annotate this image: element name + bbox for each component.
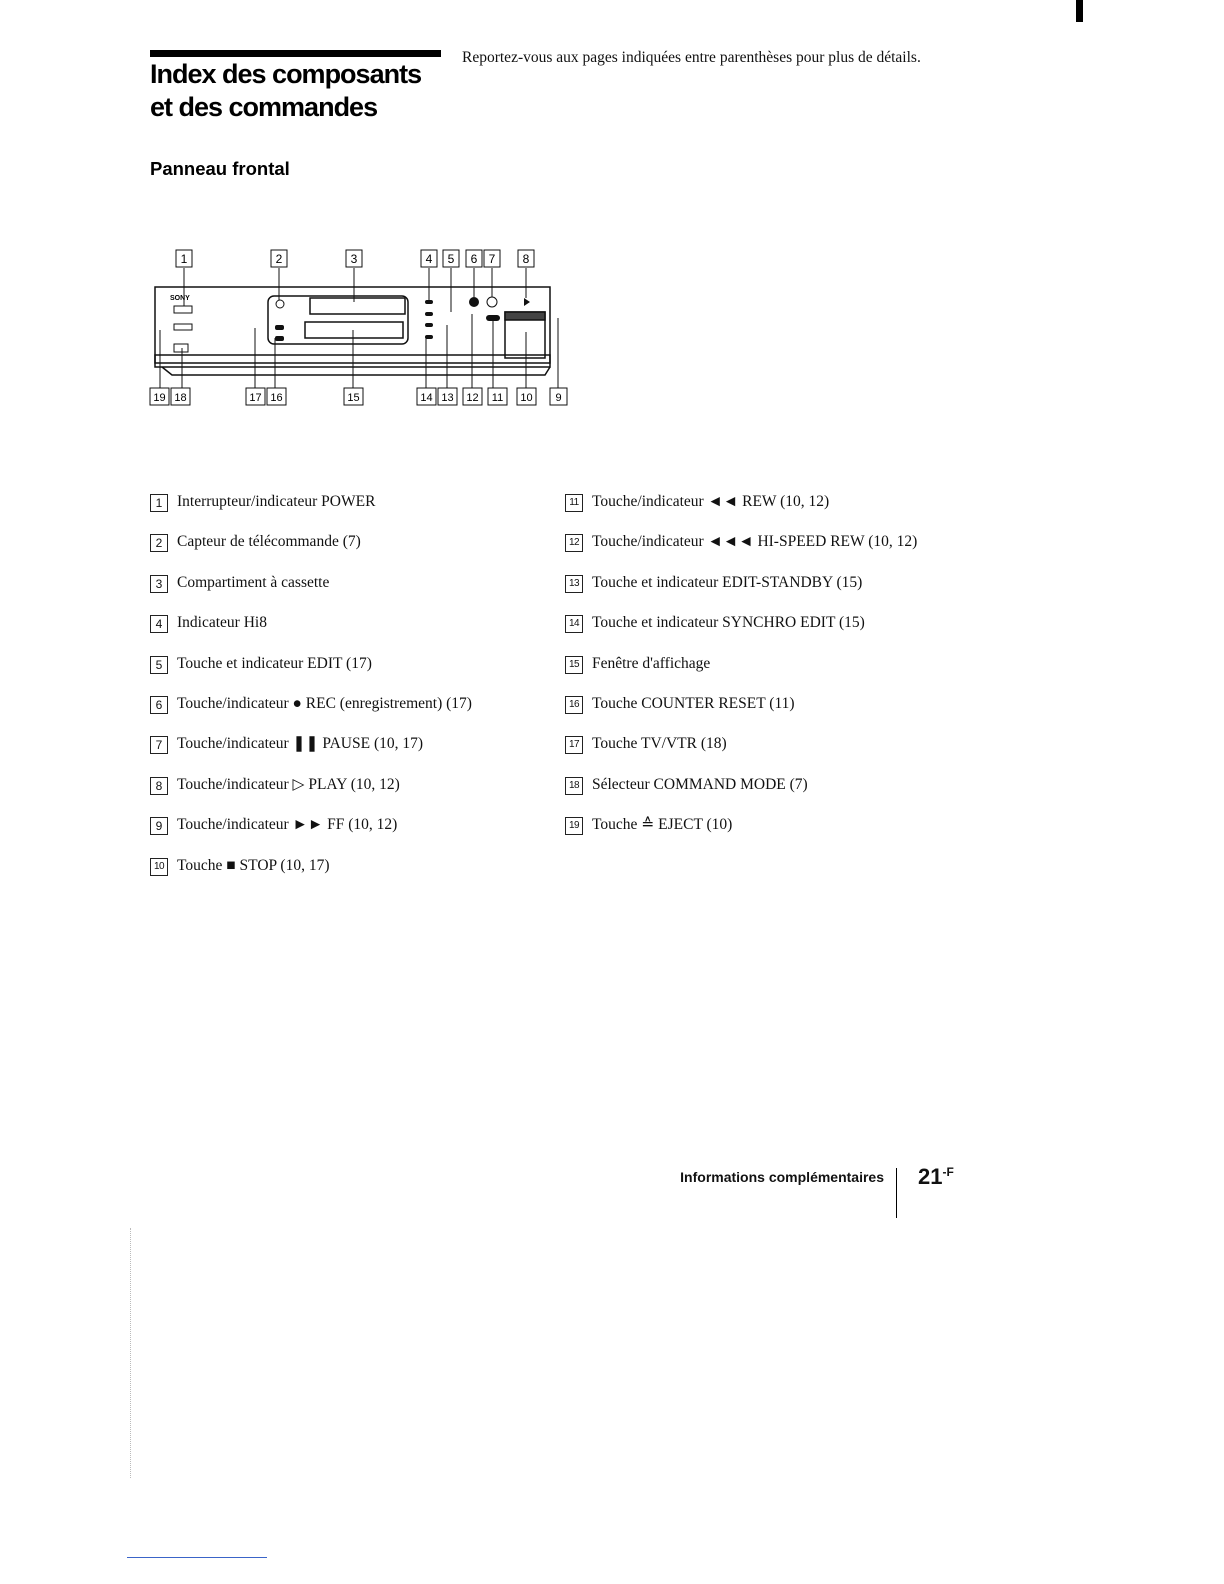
item-number: 5 — [150, 656, 168, 674]
legend-item — [150, 532, 472, 572]
page-title — [150, 58, 421, 124]
legend-item — [565, 734, 917, 774]
item-number: 13 — [565, 575, 583, 593]
legend-item — [150, 775, 472, 815]
page-number-suffix: -F — [942, 1165, 954, 1179]
title-rule — [150, 50, 441, 57]
item-text: Touche et indicateur EDIT-STANDBY (15) — [592, 573, 863, 591]
callout-9: 9 — [555, 392, 562, 404]
intro-text: Reportez-vous aux pages indiquées entre parenthèses pour plus de détails. — [462, 49, 921, 66]
callout-16: 16 — [270, 392, 283, 404]
callout-8: 8 — [522, 252, 530, 266]
margin-dots — [130, 1228, 131, 1478]
item-text: Touche/indicateur ◄◄◄ HI-SPEED REW (10, 12) — [592, 533, 918, 551]
bottom-callouts — [150, 388, 567, 405]
item-number: 18 — [565, 777, 583, 795]
callout-18: 18 — [174, 392, 187, 404]
item-number: 16 — [565, 696, 583, 714]
legend-item — [150, 815, 472, 855]
callout-4: 4 — [425, 252, 433, 266]
item-text: Touche COUNTER RESET (11) — [592, 694, 795, 712]
item-text: Touche/indicateur ▷ PLAY (10, 12) — [177, 775, 400, 793]
callout-15: 15 — [347, 392, 360, 404]
item-text: Touche/indicateur ❚❚ PAUSE (10, 17) — [177, 735, 424, 753]
item-text: Capteur de télécommande (7) — [177, 533, 361, 551]
callout-5: 5 — [447, 252, 455, 266]
footer-section-title: Informations complémentaires — [680, 1169, 884, 1185]
item-text: Touche/indicateur ►► FF (10, 12) — [177, 816, 398, 834]
top-callouts — [176, 250, 534, 267]
legend-item — [565, 532, 917, 572]
item-number: 9 — [150, 817, 168, 835]
item-text: Indicateur Hi8 — [177, 614, 267, 632]
legend-item — [150, 654, 472, 694]
item-text: Touche/indicateur ◄◄ REW (10, 12) — [592, 493, 830, 510]
item-text: Fenêtre d'affichage — [592, 654, 711, 672]
legend-left-column — [150, 492, 472, 896]
item-number: 11 — [565, 494, 583, 512]
item-text: Touche TV/VTR (18) — [592, 735, 727, 753]
leader-lines — [160, 268, 558, 388]
callout-3: 3 — [350, 252, 358, 266]
legend-item — [565, 654, 917, 694]
callout-6: 6 — [470, 252, 478, 266]
legend-item — [565, 492, 917, 532]
page-number-value: 21 — [918, 1164, 943, 1189]
item-text: Compartiment à cassette — [177, 573, 330, 591]
item-number: 8 — [150, 777, 168, 795]
legend-item — [150, 492, 472, 532]
front-panel-diagram — [140, 240, 590, 420]
item-text: Sélecteur COMMAND MODE (7) — [592, 775, 808, 793]
item-number: 15 — [565, 656, 583, 674]
edge-tab-mark — [1076, 0, 1083, 22]
item-text: Touche et indicateur SYNCHRO EDIT (15) — [592, 614, 865, 632]
legend-item — [565, 694, 917, 734]
callout-12: 12 — [466, 392, 479, 404]
item-number: 3 — [150, 575, 168, 593]
callout-14: 14 — [420, 392, 433, 404]
brand-logo: SONY — [170, 295, 190, 302]
item-number: 14 — [565, 615, 583, 633]
legend-item — [565, 815, 917, 855]
item-number: 2 — [150, 534, 168, 552]
item-number: 12 — [565, 534, 583, 552]
item-number: 1 — [150, 494, 168, 512]
page-number — [918, 1164, 954, 1190]
legend-item — [565, 573, 917, 613]
callout-2: 2 — [275, 252, 283, 266]
item-number: 4 — [150, 615, 168, 633]
callout-11: 11 — [491, 392, 504, 404]
item-text: Touche/indicateur ● REC (enregistrement) (17) — [177, 694, 472, 712]
item-text: Interrupteur/indicateur POWER — [177, 493, 376, 510]
legend-item — [150, 734, 472, 774]
legend-item — [565, 613, 917, 653]
item-text: Touche ≙ EJECT (10) — [592, 816, 733, 834]
callout-7: 7 — [488, 252, 496, 266]
legend-item — [150, 573, 472, 613]
legend-item — [150, 694, 472, 734]
callout-1: 1 — [180, 252, 188, 266]
legend-item — [150, 856, 472, 896]
item-number: 7 — [150, 736, 168, 754]
page-title-line1: Index des composants — [150, 59, 422, 89]
item-number: 10 — [150, 858, 168, 876]
footer-divider — [896, 1168, 897, 1218]
callout-13: 13 — [441, 392, 454, 404]
section-title: Panneau frontal — [150, 158, 290, 179]
legend-item — [565, 775, 917, 815]
item-text: Touche ■ STOP (10, 17) — [177, 856, 330, 874]
page-title-line2: et des commandes — [150, 92, 378, 122]
item-text: Touche et indicateur EDIT (17) — [177, 654, 372, 672]
callout-10: 10 — [520, 392, 533, 404]
bottom-link-underline — [127, 1557, 267, 1558]
callout-17: 17 — [249, 392, 262, 404]
item-number: 19 — [565, 817, 583, 835]
legend-item — [150, 613, 472, 653]
callout-19: 19 — [153, 392, 166, 404]
item-number: 17 — [565, 736, 583, 754]
legend-right-column — [565, 492, 917, 856]
item-number: 6 — [150, 696, 168, 714]
